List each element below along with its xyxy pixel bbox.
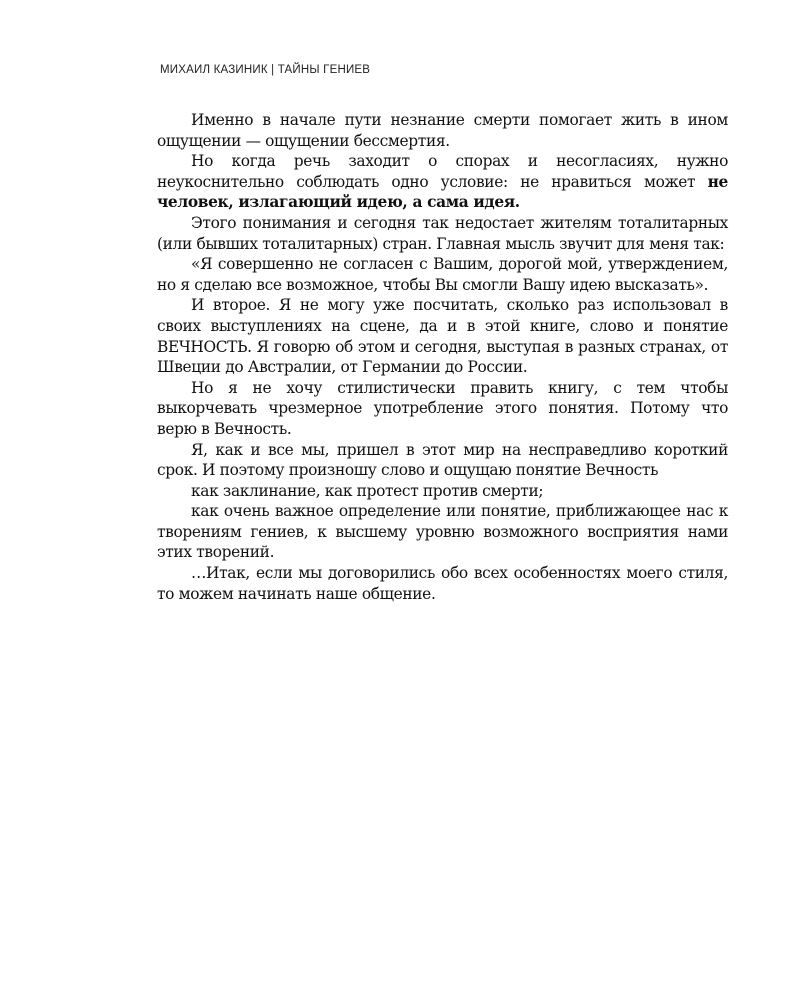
paragraph-7: Я, как и все мы, пришел в этот мир на несправедливо короткий срок. И поэтому произношу слово и ощущаю понятие Вечность <box>157 440 728 480</box>
paragraph-2 <box>157 151 728 213</box>
paragraph-3: Этого понимания и сегодня так недостает жителям тоталитарных (или бывших тоталитарных) стран. Главная мысль звучит для меня так: <box>157 213 728 253</box>
paragraph-6: Но я не хочу стилистически править книгу, с тем чтобы выкорчевать чрезмерное употребление этого понятия. Потому что верю в Вечность. <box>157 378 728 438</box>
paragraph-2-text: Но когда речь заходит о спорах и несогласиях, нужно неукоснительно соблюдать одно условие: не нравиться может <box>157 152 728 191</box>
paragraph-4: «Я совершенно не согласен с Вашим, дорогой мой, утверждением, но я сделаю все возможное, чтобы Вы смогли Вашу идею высказать». <box>157 255 728 294</box>
paragraph-9: как очень важное определение или понятие, приближающее нас к творениям гениев, к высшему уровню возможного восприятия нами этих творений. <box>157 502 728 562</box>
running-head: МИХАИЛ КАЗИНИК | ТАЙНЫ ГЕНИЕВ <box>160 64 371 76</box>
body-text <box>157 110 728 604</box>
paragraph-2-bold-text: не человек, излагающий идею, а сама идея. <box>157 172 728 212</box>
paragraph-1: Именно в начале пути незнание смерти помогает жить в ином ощущении — ощущении бессмертия. <box>157 111 728 150</box>
paragraph-10: …Итак, если мы договорились обо всех особенностях моего стиля, то можем начинать наше общение. <box>157 564 728 603</box>
paragraph-5: И второе. Я не могу уже посчитать, сколько раз использовал в своих выступлениях на сцене, да и в этой книге, слово и понятие ВЕЧНОСТЬ. Я говорю об этом и сегодня, выступая в разных странах, от Швеции до Австралии, от Германии до России. <box>157 296 728 377</box>
paragraph-8: как заклинание, как протест против смерти; <box>191 481 544 500</box>
